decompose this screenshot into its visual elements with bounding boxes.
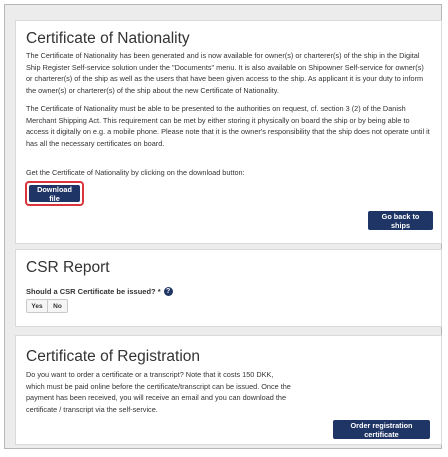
go-back-to-ships-button[interactable]: Go back to ships: [368, 211, 433, 230]
registration-title: Certificate of Registration: [26, 348, 201, 365]
order-registration-certificate-button[interactable]: Order registration certificate: [333, 420, 430, 439]
csr-no-button[interactable]: No: [47, 299, 68, 313]
csr-question: [26, 287, 173, 296]
download-instruction: Get the Certificate of Nationality by clicking on the download button:: [26, 168, 245, 177]
csr-title: CSR Report: [26, 259, 110, 276]
page-frame: [4, 4, 442, 449]
csr-yes-button[interactable]: Yes: [26, 299, 48, 313]
download-focus-ring: [25, 181, 84, 206]
download-file-button[interactable]: Download file: [29, 185, 80, 202]
csr-panel: [15, 249, 442, 327]
csr-question-label: Should a CSR Certificate be issued? *: [26, 287, 161, 296]
registration-paragraph: Do you want to order a certificate or a transcript? Note that it costs 150 DKK, which must be paid online before the certificate/transcript can be issued. Once the payment has been received, you will receive an email and you can download the certificate / transcript via the self-service.: [26, 370, 291, 414]
nationality-info-paragraph: The Certificate of Nationality has been generated and is now available for owner(s) or charterer(s) of the ship in the Digital Ship Register Self-service solution under the "Documents" menu. It is also available on Shipowner Self-service for owner(s) or charterer(s) of the ship as well as the users that have been given access to the ship. As applicant it is your duty to inform the owner(s) or charterer(s) of the ship about the new Certificate of Nationality.: [26, 51, 424, 95]
registration-panel: [15, 335, 442, 445]
help-icon[interactable]: ?: [164, 287, 173, 296]
nationality-panel: [15, 20, 442, 244]
nationality-title: Certificate of Nationality: [26, 30, 190, 47]
nationality-requirement-paragraph: The Certificate of Nationality must be able to be presented to the authorities on request, cf. section 3 (2) of the Danish Merchant Shipping Act. This requirement can be met by either storing it physically on board the ship or by being able to access it digitally on e.g. a mobile phone. Please note that it is the owner's responsibility that the ship does not operate until it has all the necessary certificates on board.: [26, 104, 430, 148]
